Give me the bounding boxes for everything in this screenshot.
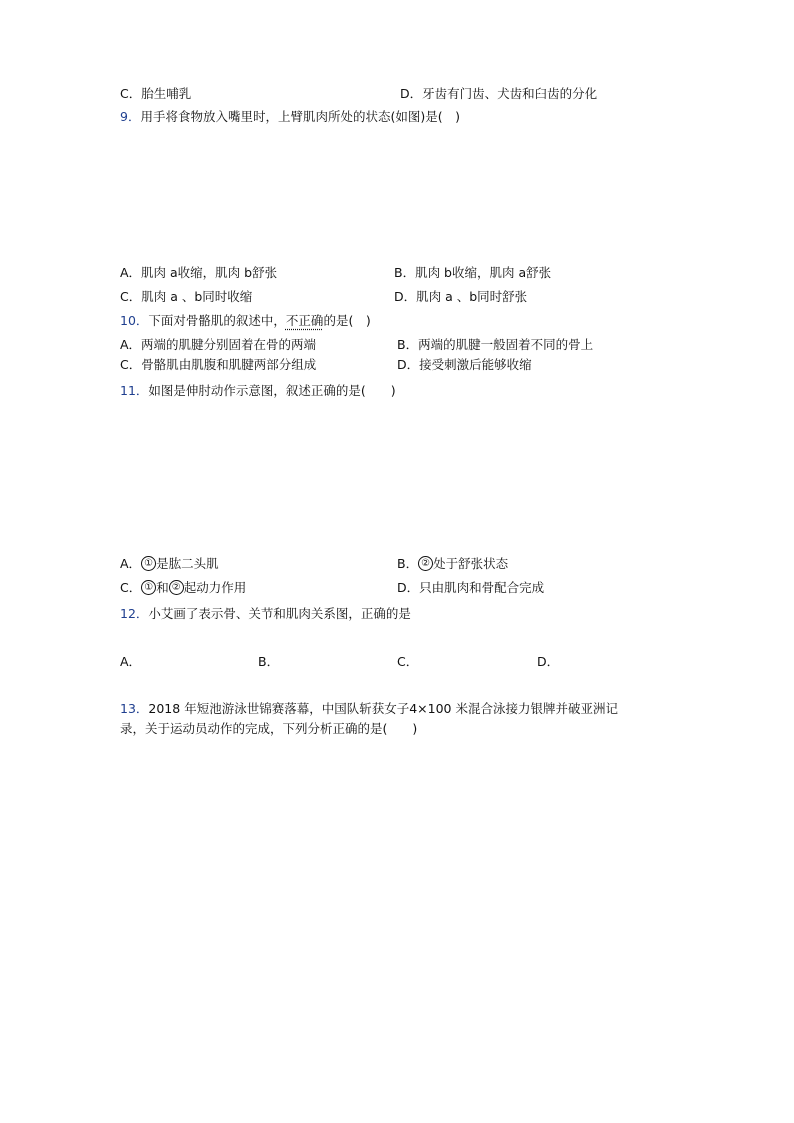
q9-number: 9． [120,109,141,124]
q13-stem-line1 [120,701,618,717]
q10-option-d: D．接受刺激后能够收缩 [397,357,532,372]
q12-option-d: D． [537,654,560,669]
q10-option-a: A．两端的肌腱分别固着在骨的两端 [120,337,317,352]
q11-stem-text: 如图是伸肘动作示意图，叙述正确的是( ) [148,383,396,398]
q11-option-a-text: 是肱二头肌 [156,556,219,571]
q10-stem-emphasis: 不正确 [285,313,324,328]
q11-stem [120,383,396,399]
q11-option-a [120,556,219,572]
q11-option-b-text: 处于舒张状态 [433,556,509,571]
circled-two-icon: ② [418,556,433,571]
q8-option-c: C．胎生哺乳 [120,86,192,101]
circled-one-icon: ① [141,580,156,595]
q11-option-c-text: 起动力作用 [183,580,247,595]
q9-stem [120,109,460,125]
q13-stem-line2: 录，关于运动员动作的完成，下列分析正确的是( ) [120,721,418,736]
q11-option-c-prefix: C． [120,580,142,595]
q9-option-a: A．肌肉 a收缩，肌肉 b舒张 [120,265,278,280]
q11-number: 11． [120,383,149,398]
q11-option-b [397,556,508,572]
q10-stem [120,313,371,329]
q9-option-d: D．肌肉 a 、b同时舒张 [394,289,528,304]
circled-two-icon: ② [169,580,184,595]
q12-stem [120,606,411,622]
q9-option-c: C．肌肉 a 、b同时收缩 [120,289,253,304]
q8-option-d: D．牙齿有门齿、犬齿和臼齿的分化 [400,86,598,101]
q13-number: 13． [120,701,149,716]
q9-option-b: B．肌肉 b收缩，肌肉 a舒张 [394,265,552,280]
q10-stem-before: 下面对骨骼肌的叙述中， [148,313,286,328]
q11-option-c-mid: 和 [156,580,169,595]
q11-option-c [120,580,246,596]
q12-option-a: A． [120,654,142,669]
q13-stem-line1-text: 2018 年短池游泳世锦赛落幕，中国队斩获女子4×100 米混合泳接力银牌并破亚洲记 [148,701,618,716]
q10-option-c: C．骨骼肌由肌腹和肌腱两部分组成 [120,357,317,372]
q11-option-b-prefix: B． [397,556,419,571]
q12-option-b: B． [258,654,280,669]
q10-option-b: B．两端的肌腱一般固着不同的骨上 [397,337,594,352]
q9-stem-text: 用手将食物放入嘴里时，上臂肌肉所处的状态(如图)是( ) [140,109,460,124]
q11-option-d: D．只由肌肉和骨配合完成 [397,580,545,595]
q12-number: 12． [120,606,149,621]
q10-number: 10． [120,313,149,328]
q12-stem-text: 小艾画了表示骨、关节和肌肉关系图，正确的是 [148,606,411,621]
circled-one-icon: ① [141,556,156,571]
q11-option-a-prefix: A． [120,556,142,571]
q10-stem-after: 的是( ) [323,313,371,328]
q12-option-c: C． [397,654,419,669]
